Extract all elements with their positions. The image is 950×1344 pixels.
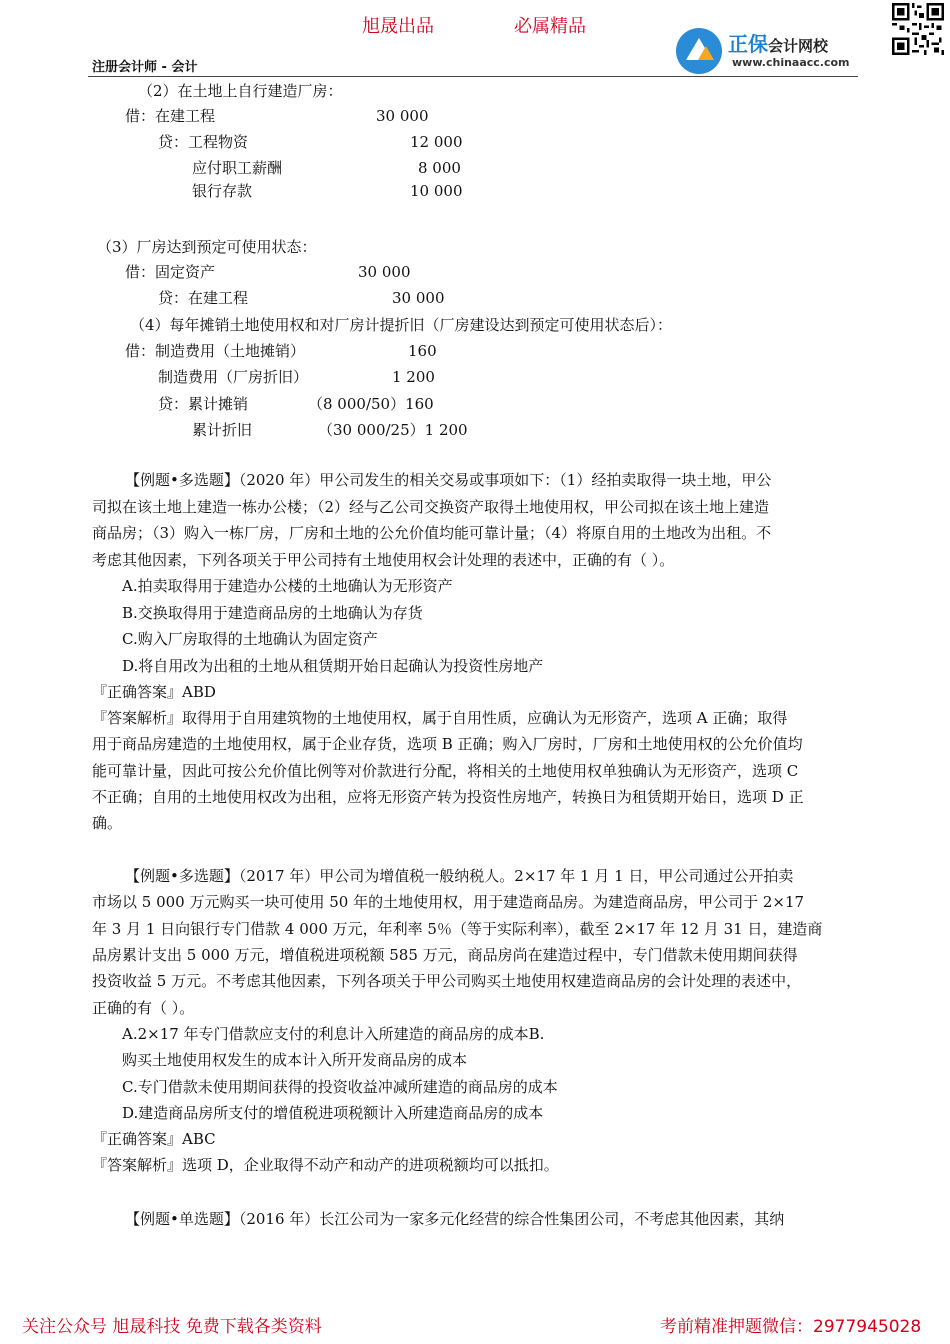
s2-credit1: 贷：工程物资: [158, 133, 249, 151]
q2-option-a: A.2×17 年专门借款应支付的利息计入所建造的商品房的成本B.: [122, 1025, 545, 1043]
brand-left: 旭晟出品: [362, 16, 434, 37]
logo-name: 正保会计网校: [728, 32, 829, 56]
s2-credit3: 银行存款: [192, 182, 253, 200]
header-divider: [88, 76, 858, 77]
step2-title: （2）在土地上自行建造厂房：: [138, 82, 343, 100]
s4-debit2: 制造费用（厂房折旧）: [158, 368, 309, 386]
q2-answer: 『正确答案』ABC: [92, 1130, 216, 1148]
brand-right: 必属精品: [514, 16, 586, 37]
qr-code-icon: [892, 3, 944, 55]
s2-credit1-amount: 12 000: [410, 133, 463, 151]
s2-credit2: 应付职工薪酬: [192, 159, 283, 177]
q1-analysis-line2: 用于商品房建造的土地使用权，属于企业存货，选项 B 正确；购入厂房时，厂房和土地使用权的公允价值均: [92, 735, 803, 753]
q2-stem-line3: 年 3 月 1 日向银行专门借款 4 000 万元，年利率 5％（等于实际利率），截至 2×17 年 12 月 31 日，建造商: [92, 920, 823, 938]
s3-debit: 借：固定资产: [125, 263, 216, 281]
q1-stem-line3: 商品房；（3）购入一栋厂房，厂房和土地的公允价值均能可靠计量；（4）将原自用的土地改为出租。不: [92, 524, 772, 542]
s2-debit-amount: 30 000: [376, 107, 429, 125]
s2-debit: 借：在建工程: [125, 107, 216, 125]
q1-analysis-line3: 能可靠计量，因此可按公允价值比例等对价款进行分配，将相关的土地使用权单独确认为无形资产，选项 C: [92, 762, 799, 780]
q2-analysis-line1: 『答案解析』选项 D，企业取得不动产和动产的进项税额均可以抵扣。: [92, 1156, 559, 1174]
s4-debit1: 借：制造费用（土地摊销）: [125, 342, 306, 360]
q2-stem-line1: 【例题•多选题】（2017 年）甲公司为增值税一般纳税人。2×17 年 1 月 1 日，甲公司通过公开拍卖: [125, 867, 794, 885]
q1-option-b: B.交换取得用于建造商品房的土地确认为存货: [122, 604, 423, 622]
s4-debit2-amount: 1 200: [392, 368, 435, 386]
s3-credit-amount: 30 000: [392, 289, 445, 307]
q2-option-c: C.专门借款未使用期间获得的投资收益冲减所建造的商品房的成本: [122, 1078, 558, 1096]
s4-credit2: 累计折旧: [192, 421, 253, 439]
s3-credit: 贷：在建工程: [158, 289, 249, 307]
q1-analysis-line4: 不正确；自用的土地使用权改为出租，应将无形资产转为投资性房地产，转换日为租赁期开始日，选项 D 正: [92, 788, 804, 806]
q2-stem-line4: 品房累计支出 5 000 万元，增值税进项税额 585 万元，商品房尚在建造过程中，专门借款未使用期间获得: [92, 946, 798, 964]
step3-title: （3）厂房达到预定可使用状态：: [97, 238, 317, 256]
q1-stem-line1: 【例题•多选题】（2020 年）甲公司发生的相关交易或事项如下：（1）经拍卖取得一块土地，甲公: [125, 471, 772, 489]
s2-credit2-amount: 8 000: [418, 159, 461, 177]
footer-left: 关注公众号 旭晟科技 免费下载各类资料: [22, 1317, 322, 1337]
q3-stem-line1: 【例题•单选题】（2016 年）长江公司为一家多元化经营的综合性集团公司，不考虑其他因素，其纳: [125, 1210, 785, 1228]
q2-stem-line5: 投资收益 5 万元。不考虑其他因素，下列各项关于甲公司购买土地使用权建造商品房的会计处理的表述中，: [92, 972, 802, 990]
q1-analysis-line1: 『答案解析』取得用于自用建筑物的土地使用权，属于自用性质，应确认为无形资产，选项 A 正确；取得: [92, 709, 788, 727]
s4-credit1-amount: （8 000/50）160: [308, 395, 434, 413]
q1-option-d: D.将自用改为出租的土地从租赁期开始日起确认为投资性房地产: [122, 657, 544, 675]
q1-option-a: A.拍卖取得用于建造办公楼的土地确认为无形资产: [122, 577, 453, 595]
q1-analysis-line5: 确。: [92, 814, 123, 832]
chinaacc-logo: [676, 26, 866, 74]
s2-credit3-amount: 10 000: [410, 182, 463, 200]
s4-debit1-amount: 160: [408, 342, 437, 360]
s4-credit2-amount: （30 000/25）1 200: [318, 421, 468, 439]
q2-option-d: D.建造商品房所支付的增值税进项税额计入所建造商品房的成本: [122, 1104, 544, 1122]
page-subtitle: 注册会计师 - 会计: [92, 60, 198, 75]
q1-option-c: C.购入厂房取得的土地确认为固定资产: [122, 630, 378, 648]
s4-credit1: 贷：累计摊销: [158, 395, 249, 413]
q2-option-b: 购买土地使用权发生的成本计入所开发商品房的成本: [122, 1051, 468, 1069]
footer-right: 考前精准押题微信：2977945028: [660, 1317, 922, 1337]
q1-stem-line2: 司拟在该土地上建造一栋办公楼；（2）经与乙公司交换资产取得土地使用权，甲公司拟在该土地上建造: [92, 498, 770, 516]
logo-url: www.chinaacc.com: [732, 56, 850, 69]
step4-title: （4）每年摊销土地使用权和对厂房计提折旧（厂房建设达到预定可使用状态后）：: [130, 316, 673, 334]
q1-answer: 『正确答案』ABD: [92, 683, 216, 701]
q2-stem-line2: 市场以 5 000 万元购买一块可使用 50 年的土地使用权，用于建造商品房。为建造商品房，甲公司于 2×17: [92, 893, 805, 911]
s3-debit-amount: 30 000: [358, 263, 411, 281]
q2-stem-line6: 正确的有（ ）。: [92, 999, 195, 1017]
q1-stem-line4: 考虑其他因素，下列各项关于甲公司持有土地使用权会计处理的表述中，正确的有（ ）。: [92, 551, 675, 569]
